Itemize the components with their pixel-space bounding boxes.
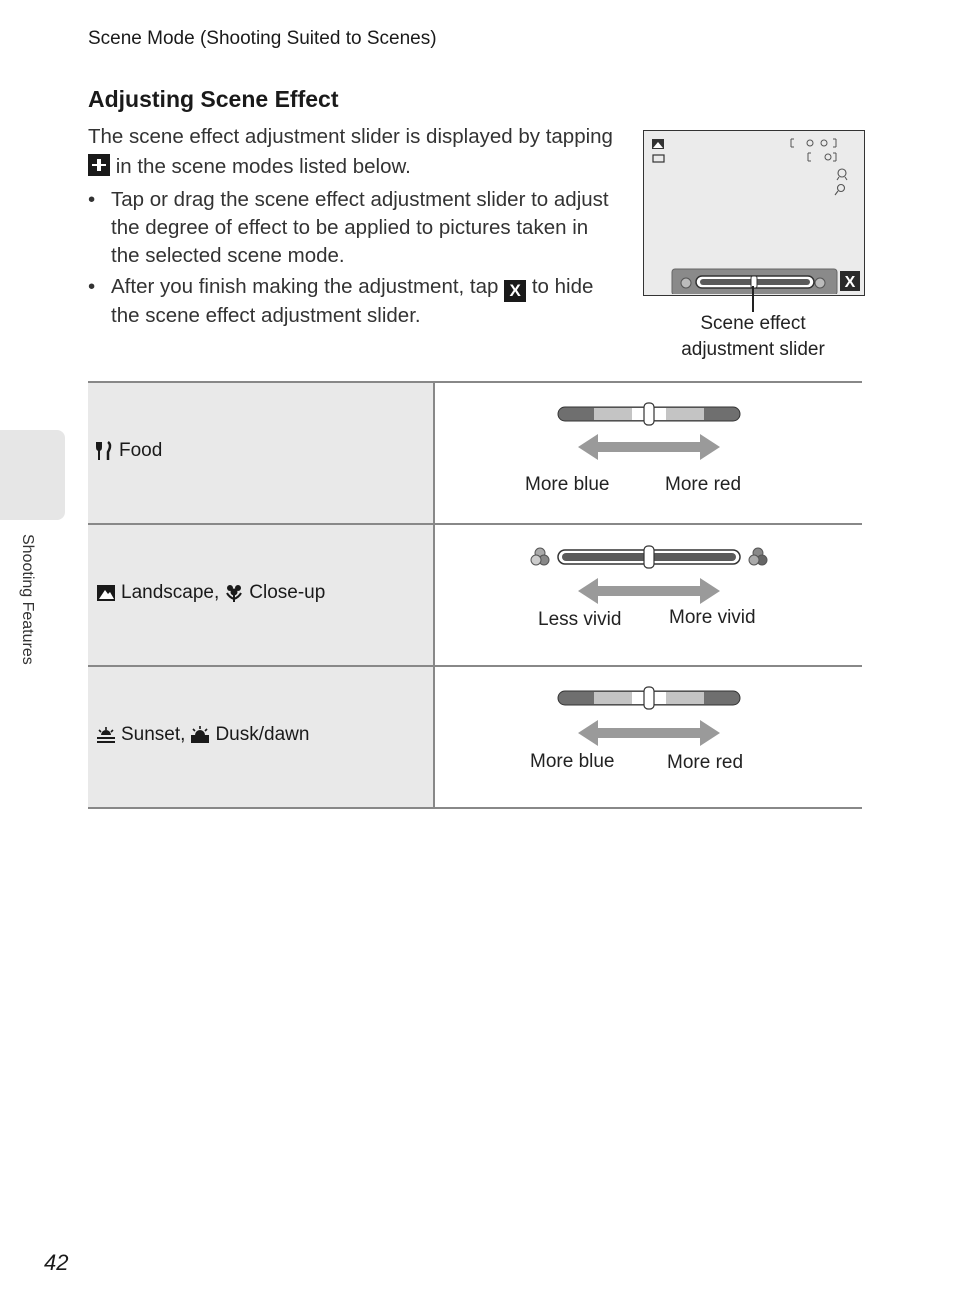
slider-callout-label: Scene effect adjustment slider <box>681 313 825 360</box>
sunset-icon <box>96 726 116 744</box>
battery-icon <box>653 155 664 162</box>
svg-text:X: X <box>844 274 856 291</box>
color-slider <box>558 403 740 425</box>
status-readout <box>791 139 836 161</box>
intro-paragraph: The scene effect adjustment slider is displayed by tapping in the scene modes listed below. <box>88 125 613 178</box>
double-arrow <box>578 578 720 604</box>
landscape-icon <box>652 139 664 149</box>
scene-effect-slider-button-icon <box>88 154 110 176</box>
right-effect-label: More vivid <box>669 607 756 628</box>
callout-line <box>752 286 754 312</box>
color-dots-icon <box>749 548 767 565</box>
table-row <box>88 523 862 665</box>
mode-icons <box>835 169 847 195</box>
table-row <box>88 381 862 523</box>
chapter-tab <box>0 430 65 520</box>
bullet-item: • After you finish making the adjustment, tap X to hide the scene effect adjustment slider. <box>88 273 618 330</box>
camera-screen-illustration <box>643 130 865 296</box>
mode-label: Sunset, <box>121 724 186 745</box>
mode-label: Landscape, <box>121 582 220 603</box>
right-effect-label: More red <box>665 474 742 495</box>
color-dots-icon <box>531 548 549 565</box>
landscape-icon <box>96 584 116 602</box>
close-x-icon: X <box>504 280 526 302</box>
left-effect-label: Less vivid <box>538 609 622 630</box>
double-arrow <box>578 720 720 746</box>
flower-icon <box>224 583 244 603</box>
dusk-dawn-icon <box>190 726 210 744</box>
mode-label-2: Dusk/dawn <box>215 724 310 745</box>
double-arrow <box>578 434 720 460</box>
right-effect-label: More red <box>667 752 744 773</box>
mode-label: Food <box>119 440 163 461</box>
fork-knife-icon <box>96 441 114 461</box>
vividness-slider <box>558 546 740 568</box>
scene-effect-table <box>88 381 862 809</box>
bullet-item: • Tap or drag the scene effect adjustment slider to adjust the degree of effect to be applied to pictures taken in the selected scene mode. <box>88 186 618 270</box>
page-number: 42 <box>44 1250 69 1275</box>
section-title: Adjusting Scene Effect <box>88 86 339 112</box>
left-effect-label: More blue <box>530 751 615 772</box>
table-row <box>88 665 862 809</box>
color-slider <box>558 687 740 709</box>
intro-text <box>88 122 618 333</box>
mode-label-2: Close-up <box>249 582 326 603</box>
chapter-tab-label: Shooting Features <box>19 534 36 665</box>
left-effect-label: More blue <box>525 474 610 495</box>
running-header: Scene Mode (Shooting Suited to Scenes) <box>88 28 437 49</box>
instruction-list <box>88 186 618 330</box>
